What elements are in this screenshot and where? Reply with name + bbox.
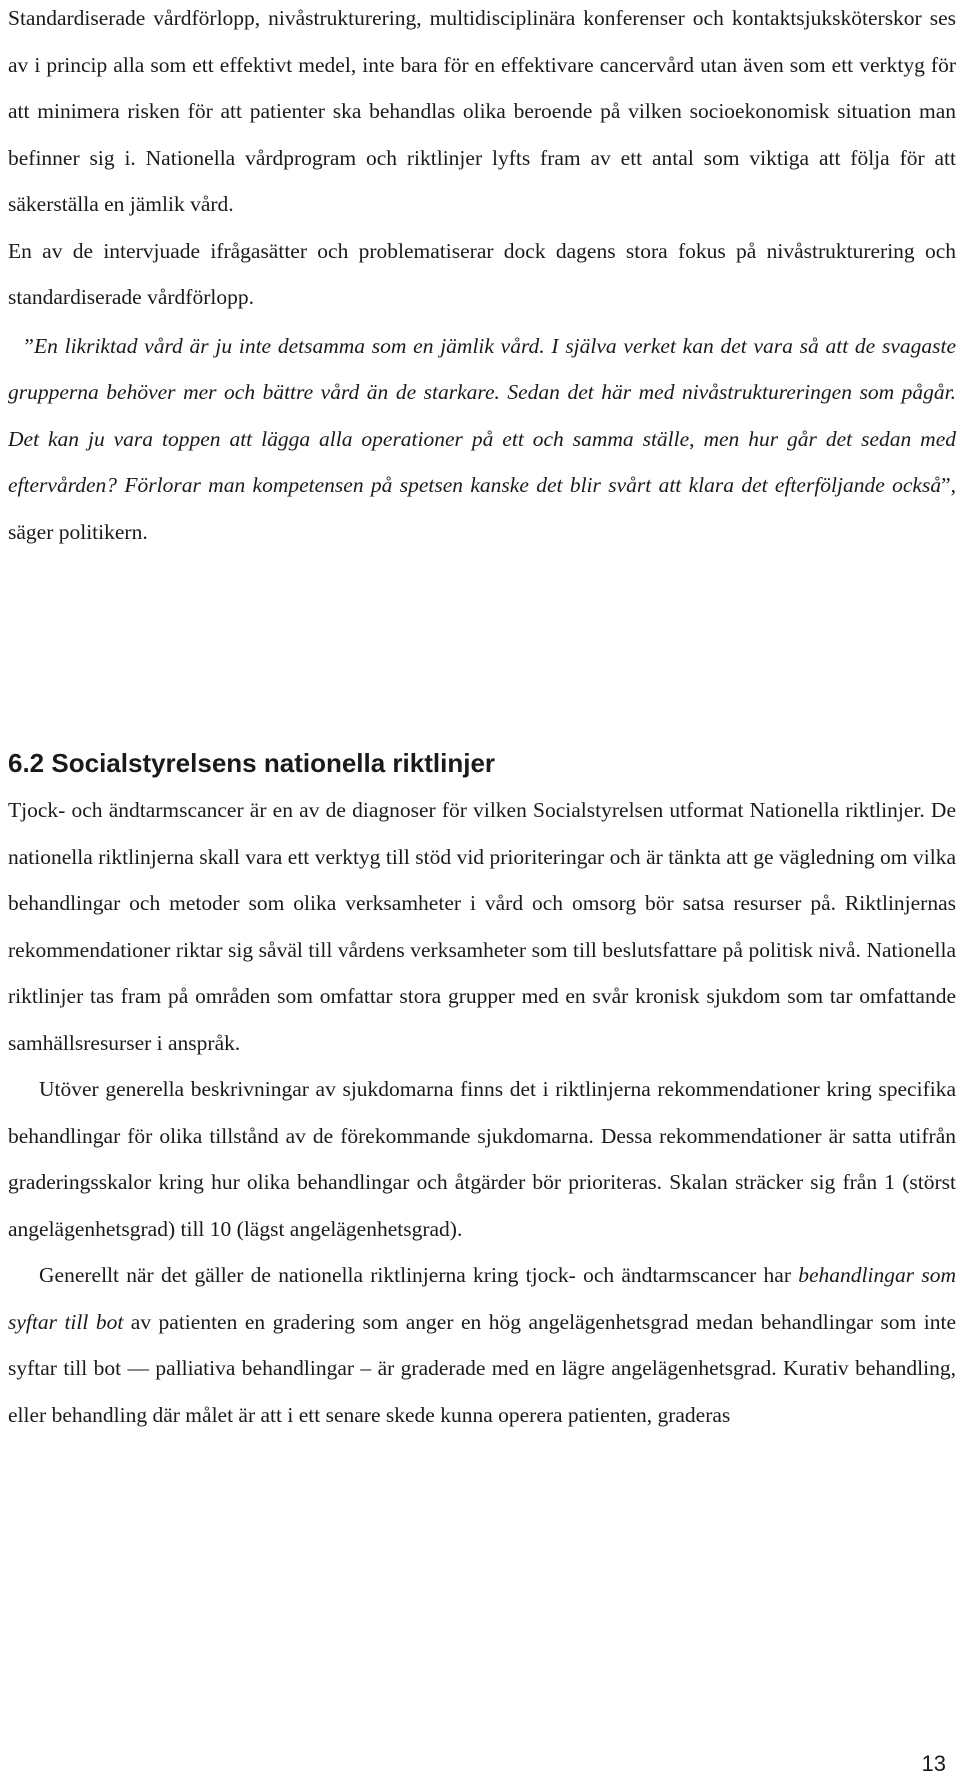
paragraph-diagnoser: Tjock- och ändtarmscancer är en av de diagnoser för vilken Socialstyrelsen utformat Nationella riktlinjer. De nationella riktlinjerna skall vara ett verktyg till stöd vid prioriteringar och är tänkta att ge vägledning om vilka behandlingar och metoder som olika verksamheter i vård och omsorg bör satsa resurser på. Riktlinjernas rekommendationer riktar sig såväl till vårdens verksamheter som till beslutsfattare på politisk nivå. Nationella riktlinjer tas fram på områden som omfattar stora grupper med en svår kronisk sjukdom som tar omfattande samhällsresurser i anspråk. <box>8 798 956 1055</box>
quote-open-mark: ” <box>22 333 34 358</box>
section-title: Socialstyrelsens nationella riktlinjer <box>51 748 496 778</box>
gradering-end: av patienten en gradering som anger en hög angelägenhetsgrad medan behandlingar som inte syftar till bot — palliativa behandlingar – är graderade med en lägre angelägenhetsgrad. Kurativ behandling, eller behandling där målet är att i ett senare skede kunna operera patienten, graderas <box>8 1309 956 1427</box>
section-heading <box>8 743 495 783</box>
quote-attribution: , säger politikern. <box>8 473 956 544</box>
page-number: 13 <box>921 1751 946 1776</box>
paragraph-intervjuade: En av de intervjuade ifrågasätter och problematiserar dock dagens stora fokus på nivåstrukturering och standardiserade vårdförlopp. <box>8 238 956 309</box>
quote-close-mark: ” <box>941 473 951 497</box>
intro-text <box>8 0 956 555</box>
gradering-start: Generellt när det gäller de nationella riktlinjerna kring tjock- och ändtarmscancer har <box>39 1263 799 1287</box>
quote-text: En likriktad vård är ju inte detsamma som en jämlik vård. I själva verket kan det vara så att de svagaste grupperna behöver mer och bättre vård än de starkare. Sedan det här med nivåstruktureringen som pågår. Det kan ju vara toppen att lägga alla operationer på ett och samma ställe, men hur går det sedan med eftervården? Förlorar man kompetensen på spetsen kanske det blir svårt att klara det efterföljande också <box>8 333 956 497</box>
paragraph-rekommendationer: Utöver generella beskrivningar av sjukdomarna finns det i riktlinjerna rekommendationer kring specifika behandlingar för olika tillstånd av de förekommande sjukdomarna. Dessa rekommendationer är satta utifrån graderingsskalor kring hur olika behandlingar och åtgärder bör prioriteras. Skalan sträcker sig från 1 (störst angelägenhetsgrad) till 10 (lägst angelägenhetsgrad). <box>8 1077 956 1241</box>
paragraph-gradering <box>8 1252 956 1438</box>
gradering-emphasis: behandlingar som syftar till bot <box>8 1263 956 1334</box>
paragraph-vardforlopp: Standardiserade vårdförlopp, nivåstrukturering, multidisciplinära konferenser och kontaktsjuksköterskor ses av i princip alla som ett effektivt medel, inte bara för en effektivare cancervård utan även som ett verktyg för att minimera risken för att patienter ska behandlas olika beroende på vilken socioekonomisk situation man befinner sig i. Nationella vårdprogram och riktlinjer lyfts fram av ett antal som viktiga att följa för att säkerställa en jämlik vård. <box>8 6 956 216</box>
politician-quote <box>8 323 956 556</box>
section-number: 6.2 <box>8 748 45 778</box>
section-body <box>8 787 956 1438</box>
